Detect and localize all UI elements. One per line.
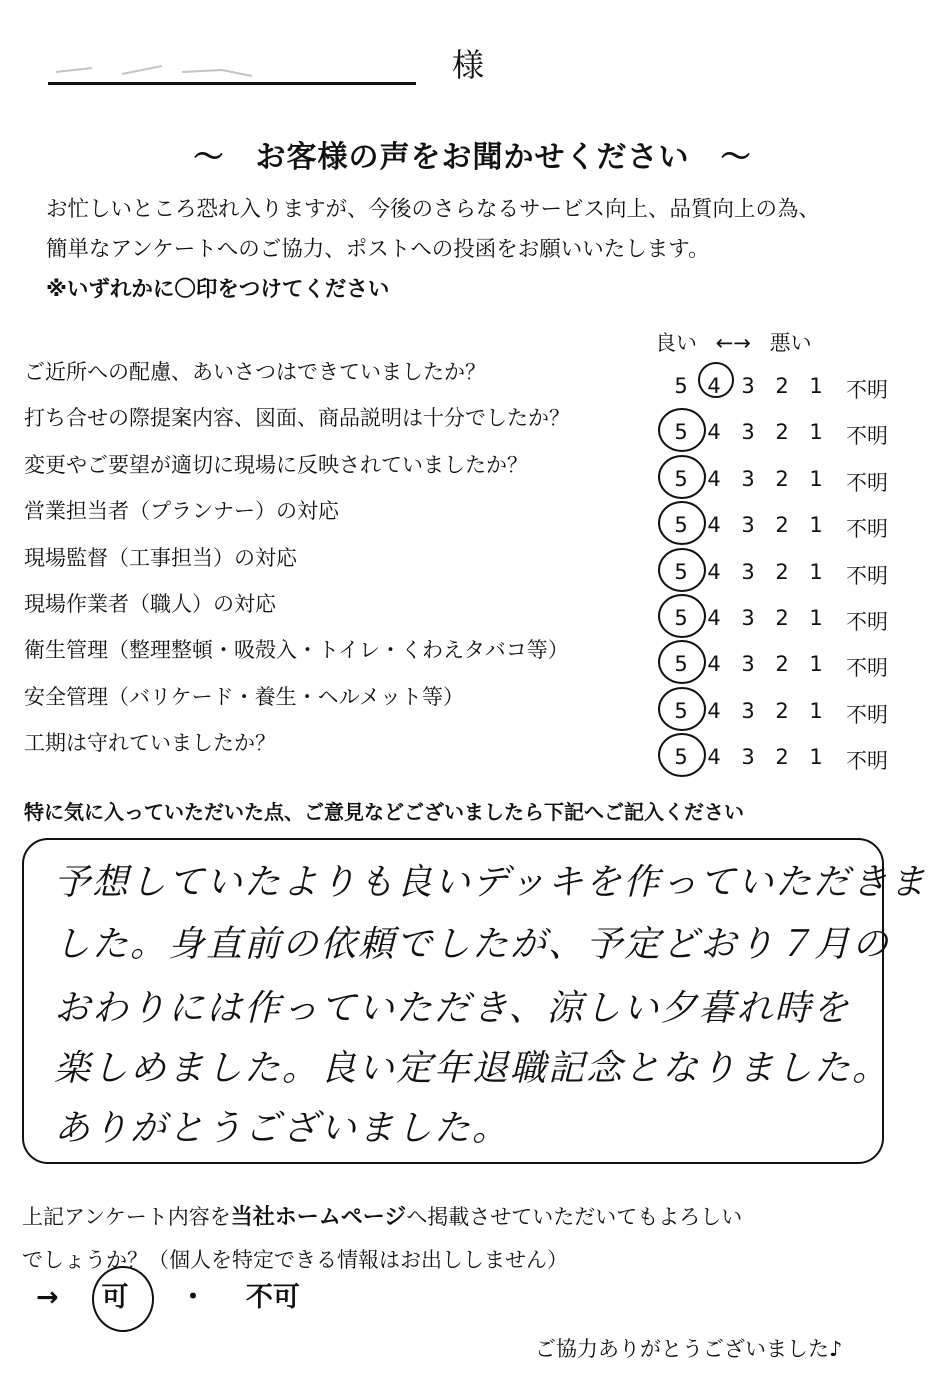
rating-unknown[interactable]: 不明: [846, 749, 888, 774]
rating-option[interactable]: 2: [775, 420, 789, 445]
rating-option[interactable]: 1: [809, 466, 823, 491]
rating-option[interactable]: 1: [809, 513, 823, 538]
handwritten-line: 楽しめました。良い定年退職記念となりました。: [54, 1048, 891, 1089]
question-row: [24, 398, 924, 449]
intro-line-1: お忙しいところ恐れ入りますが、今後のさらなるサービス向上、品質向上の為、: [46, 197, 821, 222]
consent-arrow: →: [36, 1282, 59, 1313]
rating-option[interactable]: 1: [809, 606, 823, 630]
rating-option[interactable]: 1: [809, 652, 823, 677]
question-row: [24, 630, 924, 681]
rating-option[interactable]: 4: [707, 606, 721, 630]
question-row: [24, 538, 924, 588]
rating-option[interactable]: 3: [741, 559, 755, 584]
intro-note: ※いずれかに〇印をつけてください: [46, 277, 390, 302]
rating-option[interactable]: 3: [741, 652, 755, 677]
rating-option[interactable]: 1: [809, 374, 823, 398]
rating-option[interactable]: 2: [775, 374, 789, 398]
rating-option[interactable]: 1: [809, 559, 823, 584]
rating-unknown[interactable]: 不明: [846, 702, 888, 727]
question-text: ご近所への配慮、あいさつはできていましたか？: [24, 360, 486, 384]
selected-circle: [658, 733, 706, 777]
rating-option[interactable]: 2: [775, 606, 789, 630]
deny-option[interactable]: 不可: [245, 1282, 300, 1313]
rating-option[interactable]: 3: [741, 513, 755, 538]
rating-option[interactable]: 3: [741, 698, 755, 723]
question-row: [24, 445, 924, 495]
rating-option[interactable]: 2: [775, 559, 789, 584]
intro-line-2: 簡単なアンケートへのご協力、ポストへの投函をお願いいたします。: [46, 237, 710, 262]
page-title: ～ お客様の声をお聞かせください ～: [193, 140, 752, 175]
rating-option[interactable]: 5: [674, 513, 688, 538]
rating-option[interactable]: 5: [674, 420, 688, 445]
rating-option[interactable]: 1: [809, 420, 823, 445]
question-text: 現場監督（工事担当）の対応: [24, 545, 297, 570]
rating-option[interactable]: 4: [707, 374, 721, 398]
question-text: 営業担当者（プランナー）の対応: [24, 499, 339, 524]
publish-q-bold: 当社ホームページ: [230, 1205, 407, 1230]
rating-unknown[interactable]: 不明: [846, 378, 888, 402]
publish-q-pre: 上記アンケート内容を: [22, 1205, 231, 1229]
allow-option[interactable]: 可: [101, 1282, 129, 1313]
selected-circle: [698, 362, 734, 398]
rating-option[interactable]: 4: [707, 466, 721, 491]
rating-option[interactable]: 1: [809, 745, 823, 770]
name-scrawl: [52, 58, 312, 80]
rating-option[interactable]: 3: [741, 374, 755, 398]
rating-unknown[interactable]: 不明: [846, 517, 888, 542]
publish-question: [22, 1196, 902, 1281]
thanks-message: ご協力ありがとうございました♪: [535, 1337, 843, 1361]
rating-option[interactable]: 4: [707, 745, 721, 770]
publish-question-line-2: でしょうか？（個人を特定できる情報はお出ししません）: [22, 1248, 568, 1272]
rating-option[interactable]: 4: [707, 698, 721, 723]
consent-separator: ・: [179, 1282, 207, 1313]
rating-unknown[interactable]: 不明: [846, 424, 888, 449]
rating-option[interactable]: 3: [741, 606, 755, 630]
question-text: 衛生管理（整理整頓・吸殻入・トイレ・くわえタバコ等）: [24, 638, 569, 663]
question-row: [24, 584, 924, 634]
rating-option[interactable]: 5: [674, 698, 688, 723]
rating-option[interactable]: 5: [674, 466, 688, 491]
rating-option[interactable]: 2: [775, 698, 789, 723]
scale-good: 良い: [655, 331, 697, 355]
publish-question-line-1: [22, 1196, 902, 1239]
rating-option[interactable]: 5: [674, 559, 688, 584]
scale-arrow: ←→: [715, 331, 751, 355]
question-row: [24, 491, 924, 542]
comment-box[interactable]: [22, 838, 928, 1164]
handwritten-line: 予想していたよりも良いデッキを作っていただきま: [54, 862, 928, 903]
question-row: [24, 723, 924, 774]
rating-option[interactable]: 5: [674, 652, 688, 677]
rating-option[interactable]: 3: [741, 745, 755, 770]
comments-heading: 特に気に入っていただいた点、ご意見などございましたら下記へご記入ください: [24, 800, 744, 824]
rating-option[interactable]: 3: [741, 466, 755, 491]
rating-option[interactable]: 3: [741, 420, 755, 445]
rating-option[interactable]: 4: [707, 559, 721, 584]
rating-option[interactable]: 5: [674, 606, 688, 630]
honorific-sama: 様: [452, 46, 485, 84]
rating-option[interactable]: 2: [775, 745, 789, 770]
rating-option[interactable]: 4: [707, 513, 721, 538]
question-row: [24, 677, 924, 727]
question-text: 打ち合せの際提案内容、図面、商品説明は十分でしたか？: [24, 406, 570, 431]
rating-option[interactable]: 2: [775, 652, 789, 677]
rating-option[interactable]: 4: [707, 420, 721, 445]
rating-unknown[interactable]: 不明: [846, 610, 888, 634]
rating-option[interactable]: 2: [775, 466, 789, 491]
scale-bad: 悪い: [769, 331, 812, 355]
rating-option[interactable]: 5: [674, 745, 688, 770]
publish-q-post: へ掲載させていただいてもよろしい: [406, 1205, 743, 1229]
rating-unknown[interactable]: 不明: [846, 563, 888, 588]
question-row: [24, 352, 924, 402]
rating-unknown[interactable]: 不明: [846, 656, 888, 681]
name-underline: [48, 82, 416, 85]
question-text: 安全管理（バリケード・養生・ヘルメット等）: [24, 684, 464, 709]
question-text: 工期は守れていましたか？: [24, 731, 276, 756]
rating-option[interactable]: 4: [707, 652, 721, 677]
intro-text: [46, 190, 926, 310]
handwritten-line: おわりには作っていただき、涼しい夕暮れ時を: [54, 988, 851, 1029]
question-text: 変更やご要望が適切に現場に反映されていましたか？: [24, 452, 528, 477]
rating-option[interactable]: 2: [775, 513, 789, 538]
handwritten-line: ありがとうございました。: [54, 1108, 511, 1149]
question-text: 現場作業者（職人）の対応: [24, 592, 276, 616]
rating-unknown[interactable]: 不明: [846, 470, 888, 495]
rating-option[interactable]: 1: [809, 698, 823, 723]
handwritten-line: した。身直前の依頼でしたが、予定どおり７月の: [54, 924, 891, 965]
publish-consent: [36, 1275, 300, 1314]
rating-option[interactable]: 5: [674, 374, 688, 398]
